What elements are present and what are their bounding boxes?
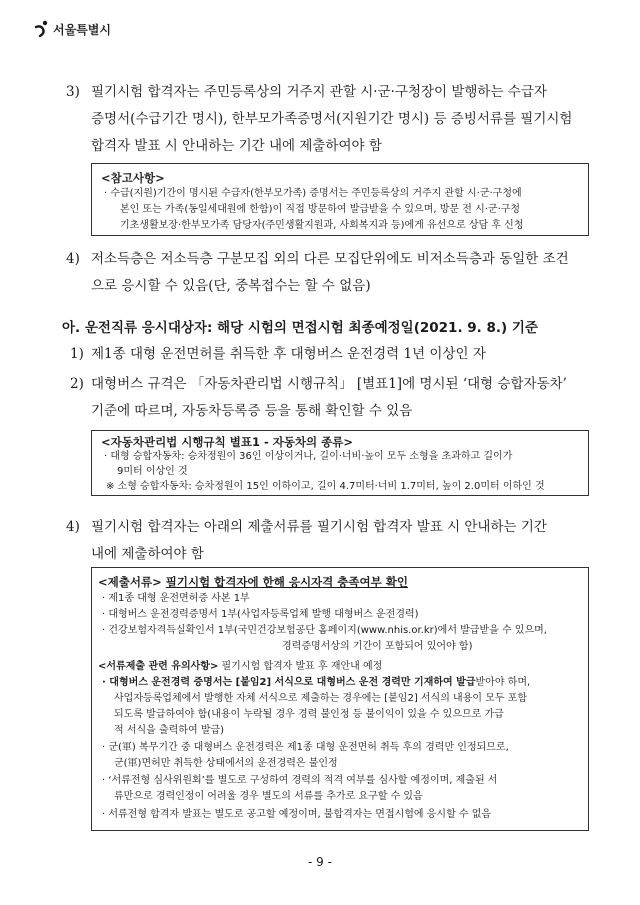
car-classification-box [91, 430, 589, 496]
item-2-line-1: 대형버스 규격은 「자동차관리법 시행규칙」 [별표1]에 명시된 ‘대형 승합자동차’ [91, 376, 567, 392]
submit-doc-3: · 건강보험자격득실확인서 1부(국민건강보험공단 홈페이지(www.nhis.or.kr)에서 발급받을 수 있으며, [102, 625, 547, 636]
reference-box-line-2: 본인 또는 가족(동일세대원에 한함)이 직접 방문하여 발급받을 수 있으며, 방문 전 시·군·구청 [120, 204, 521, 215]
item-4a-line-2: 으로 응시할 수 있음(단, 중복접수는 할 수 없음) [91, 278, 371, 294]
note-1-line-2: 사업자등록업체에서 발행한 자체 서식으로 제출하는 경우에는 [붙임2] 서식의 내용이 모두 포함 [114, 693, 528, 704]
seoul-logo-icon [34, 20, 50, 38]
item-4b-number: 4) [66, 519, 80, 535]
note-1-bold: · 대형버스 운전경력 증명서는 [붙임2] 서식으로 대형버스 운전 경력만 기재하여 발급 [102, 677, 476, 688]
item-3-line-2: 증명서(수급기간 명시), 한부모가족증명서(지원기간 명시) 등 증빙서류를 필기시험 [91, 111, 573, 127]
reference-box-line-3: 기초생활보장·한부모가족 담당자(주민생활지원과, 사회복지과 등)에게 유선으로 상담 후 신청 [120, 220, 524, 231]
logo-text: 서울특별시 [53, 22, 111, 37]
note-1-first-line [102, 675, 530, 691]
reference-box [91, 163, 589, 236]
note-2-line-2: 군(軍)면허만 취득한 상태에서의 운전경력은 불인정 [114, 758, 338, 769]
notes-title [98, 659, 382, 675]
item-2-number: 2) [70, 376, 84, 392]
submit-doc-2: · 대형버스 운전경력증명서 1부(사업자등록업체 발행 대형버스 운전경력) [102, 609, 419, 620]
item-4b-line-2: 내에 제출하여야 함 [91, 546, 204, 562]
item-1-text: 제1종 대형 운전면허를 취득한 후 대형버스 운전경력 1년 이상인 자 [91, 346, 486, 362]
page-number: - 9 - [308, 855, 332, 869]
item-4b-line-1: 필기시험 합격자는 아래의 제출서류를 필기시험 합격자 발표 시 안내하는 기간 [91, 519, 547, 535]
notes-title-bold: <서류제출 관련 유의사항> [98, 661, 219, 672]
note-3-line-2: 류만으로 경력인정이 어려울 경우 별도의 서류를 추가로 요구할 수 있음 [114, 791, 423, 802]
item-3-line-1: 필기시험 합격자는 주민등록상의 거주지 관할 시·군·구청장이 발행하는 수급자 [91, 84, 547, 100]
item-4a-number: 4) [66, 251, 80, 267]
car-box-line-2: 9미터 이상인 것 [117, 466, 188, 477]
notes-title-rest: 필기시험 합격자 발표 후 재안내 예정 [218, 661, 383, 672]
seoul-logo [34, 20, 111, 38]
submit-box-title [98, 574, 408, 590]
car-box-line-3: ※ 소형 승합자동차: 승차정원이 15인 이하이고, 길이 4.7미터·너비 1.7미터, 높이 2.0미터 이하인 것 [106, 481, 545, 492]
car-box-line-1: · 대형 승합자동차: 승차정원이 36인 이상이거나, 길이·너비·높이 모두 소형을 초과하고 길이가 [104, 451, 513, 462]
reference-box-line-1: · 수급(지원)기간이 명시된 수급자(한부모가족) 증명서는 주민등록상의 거주지 관할 시·군·구청에 [104, 188, 522, 199]
submit-documents-box [91, 567, 589, 831]
submit-box-title-bold: <제출서류> [98, 575, 162, 589]
section-title: 아. 운전직류 응시대상자: 해당 시험의 면접시험 최종예정일(2021. 9. 8.) 기준 [62, 320, 538, 336]
submit-box-title-underlined: 필기시험 합격자에 한해 응시자격 충족여부 확인 [165, 575, 408, 589]
submit-doc-3-cont: 경력증명서상의 기간이 포함되어 있어야 함) [282, 641, 473, 652]
note-3-line-1: · ‘서류전형 심사위원회’를 별도로 구성하여 경력의 적격 여부를 심사할 예정이며, 제출된 서 [102, 775, 498, 786]
note-4: · 서류전형 합격자 발표는 별도로 공고할 예정이며, 불합격자는 면접시험에 응시할 수 없음 [102, 809, 492, 820]
note-1-line-4: 적 서식을 출력하여 발급) [114, 725, 225, 736]
item-1-number: 1) [70, 346, 84, 362]
submit-doc-1: · 제1종 대형 운전면허증 사본 1부 [102, 593, 250, 604]
item-4a-line-1: 저소득층은 저소득층 구분모집 외의 다른 모집단위에도 비저소득층과 동일한 조건 [91, 251, 569, 267]
note-2-line-1: · 군(軍) 복무기간 중 대형버스 운전경력은 제1종 대형 운전면허 취득 후의 경력만 인정되므로, [102, 742, 509, 753]
note-1-line-3: 되도록 발급하여야 함(내용이 누락될 경우 경력 불인정 등 불이익이 있을 수 있으므로 가급 [114, 709, 504, 720]
item-3-number: 3) [66, 84, 80, 100]
car-box-title: <자동차관리법 시행규칙 별표1 - 자동차의 종류> [101, 435, 354, 449]
reference-box-title: <참고사항> [101, 171, 165, 185]
note-1-rest: 받아야 하며, [475, 677, 531, 688]
item-2-line-2: 기준에 따르며, 자동차등록증 등을 통해 확인할 수 있음 [91, 403, 413, 419]
item-3-line-3: 합격자 발표 시 안내하는 기간 내에 제출하여야 함 [91, 138, 382, 154]
